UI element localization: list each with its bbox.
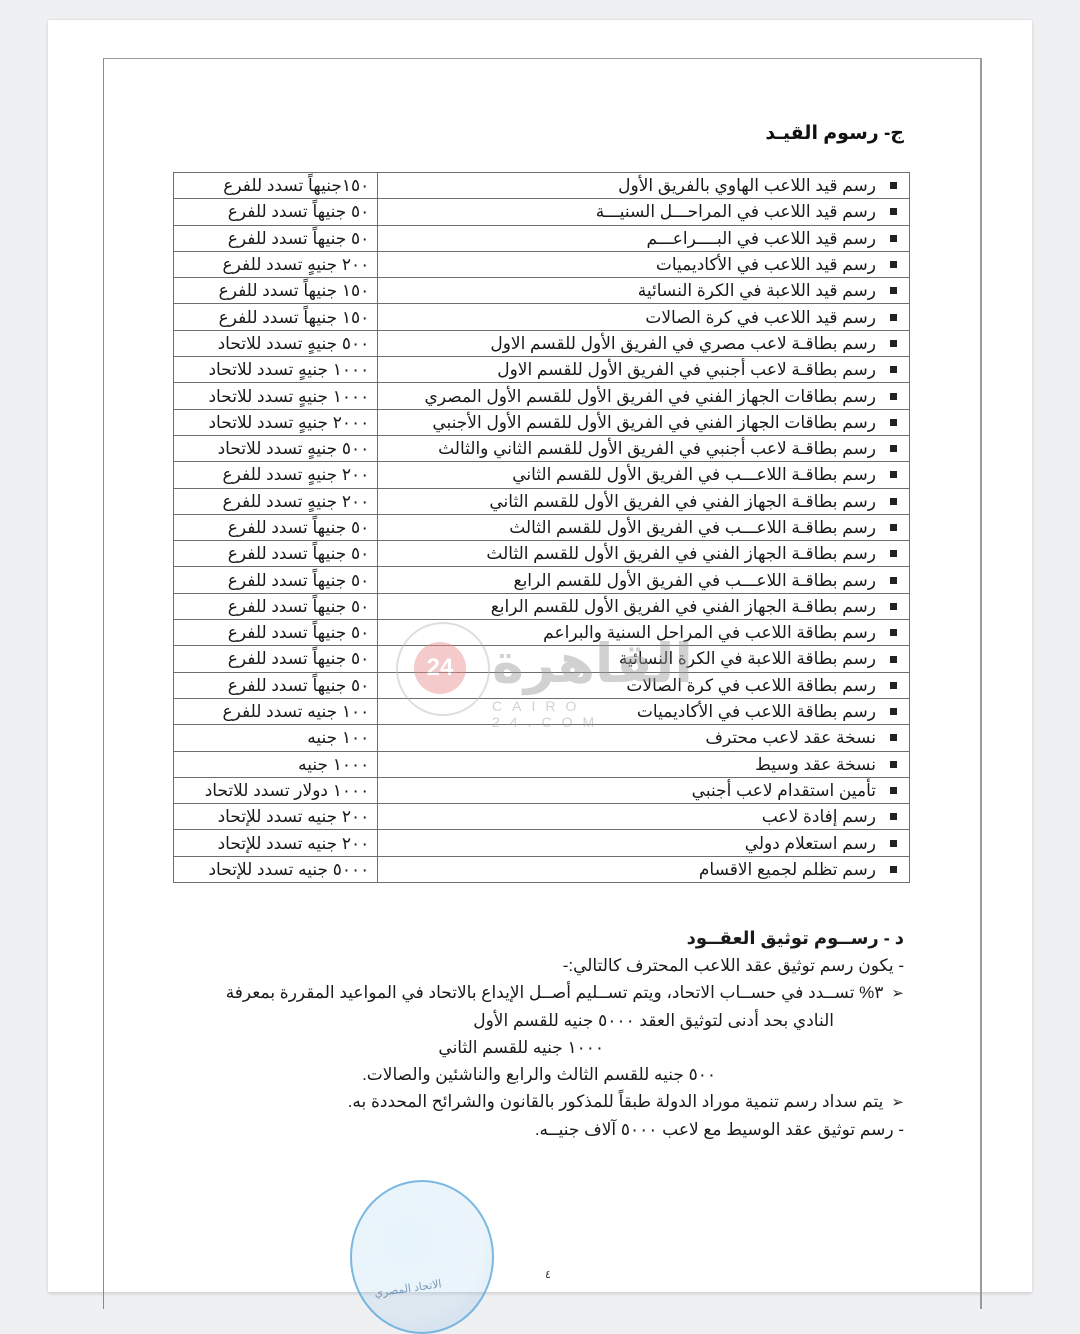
table-row [174, 725, 910, 751]
page-number: ٤ [545, 1269, 551, 1281]
table-row [174, 567, 910, 593]
square-bullet-icon [890, 866, 897, 873]
fee-amount-cell: ١٠٠٠ جنيه [174, 751, 378, 777]
fee-item-label: نسخة عقد لاعب محترف [705, 728, 876, 748]
stamp-text: الاتحاد المصري [373, 1278, 443, 1300]
square-bullet-icon [890, 787, 897, 794]
fee-amount-cell: ٥٠٠ جنيهٍ تسدد للاتحاد [174, 435, 378, 461]
fee-item-cell [378, 804, 910, 830]
fee-item-label: تأمين استقدام لاعب أجنبي [691, 780, 876, 800]
fee-item-cell [378, 777, 910, 803]
fee-item-label: رسم بطاقـة الجهاز الفني في الفريق الأول للقسم الثاني [489, 491, 876, 511]
table-row [174, 672, 910, 698]
fee-item-cell [378, 304, 910, 330]
square-bullet-icon [890, 287, 897, 294]
fee-amount-cell: ١٥٠جنيهاً تسدد للفرع [174, 173, 378, 199]
fee-item-label: رسم استعلام دولي [744, 833, 876, 853]
square-bullet-icon [890, 656, 897, 663]
fee-item-cell [378, 593, 910, 619]
fee-item-label: رسم بطاقة اللاعب في كرة الصالات [626, 675, 876, 695]
fee-item-label: رسم قيد اللاعب في البــــراعـــم [646, 228, 876, 248]
square-bullet-icon [890, 708, 897, 715]
square-bullet-icon [890, 261, 897, 268]
square-bullet-icon [890, 577, 897, 584]
fee-item-label: رسم بطاقـة لاعب مصري في الفريق الأول للقسم الاول [490, 333, 876, 353]
table-row [174, 225, 910, 251]
fee-item-label: رسم قيد اللاعبة في الكرة النسائية [637, 281, 876, 301]
square-bullet-icon [890, 314, 897, 321]
section-d-title: د - رســوم توثيق العقــود [686, 928, 904, 948]
fee-item-label: رسم بطاقات الجهاز الفني في الفريق الأول للقسم الأول الأجنبي [432, 412, 876, 432]
square-bullet-icon [890, 340, 897, 347]
fee-amount-cell: ٢٠٠ جنيهٍ تسدد للفرع [174, 488, 378, 514]
square-bullet-icon [890, 682, 897, 689]
table-row [174, 278, 910, 304]
fee-item-cell [378, 646, 910, 672]
document-page [48, 20, 1032, 1300]
fee-item-label: رسم بطاقـة لاعب أجنبي في الفريق الأول للقسم الثاني والثالث [438, 439, 876, 459]
registration-fees-table [173, 172, 910, 883]
watermark-badge: 24 [414, 642, 466, 694]
fee-item-cell [378, 330, 910, 356]
square-bullet-icon [890, 813, 897, 820]
fee-item-cell [378, 725, 910, 751]
fee-amount-cell: ٥٠٠٠ جنيه تسدد للإتحاد [174, 856, 378, 882]
bullet-state-resources [134, 1088, 904, 1116]
fee-item-label: رسم بطاقـة الجهاز الفني في الفريق الأول للقسم الرابع [490, 596, 876, 616]
bullet-percentage-text: ٣% تســدد في حســاب الاتحاد، ويتم تســليم أصــل الإيداع بالاتحاد في المواعيد المقررة بمعرفة [225, 983, 884, 1002]
section-d-contract-fees [134, 925, 904, 1143]
fee-item-label: رسم بطاقـة لاعب أجنبي في الفريق الأول للقسم الاول [497, 360, 876, 380]
fee-item-cell [378, 462, 910, 488]
table-row [174, 830, 910, 856]
fee-item-cell [378, 672, 910, 698]
fee-item-label: رسم بطاقـة اللاعـــب في الفريق الأول للقسم الثاني [512, 465, 876, 485]
square-bullet-icon [890, 840, 897, 847]
table-row [174, 173, 910, 199]
fee-item-label: رسم بطاقات الجهاز الفني في الفريق الأول للقسم الأول المصري [424, 386, 876, 406]
square-bullet-icon [890, 603, 897, 610]
fee-amount-cell: ٥٠ جنيهاً تسدد للفرع [174, 646, 378, 672]
minimum-fee-second-division: ١٠٠٠ جنيه للقسم الثاني [438, 1038, 604, 1057]
fee-amount-cell: ٢٠٠ جنيهٍ تسدد للفرع [174, 251, 378, 277]
fee-item-cell [378, 751, 910, 777]
fee-item-label: رسم بطاقة اللاعب في الأكاديميات [636, 702, 876, 722]
fee-amount-cell: ٥٠ جنيهاً تسدد للفرع [174, 620, 378, 646]
fee-amount-cell: ٥٠٠ جنيهٍ تسدد للاتحاد [174, 330, 378, 356]
fee-item-label: رسم تظلم لجميع الاقسام [698, 859, 876, 879]
section-c-title: ج- رسوم القيـد [765, 123, 904, 144]
fee-amount-cell: ١٠٠٠ دولار تسدد للاتحاد [174, 777, 378, 803]
square-bullet-icon [890, 393, 897, 400]
square-bullet-icon [890, 550, 897, 557]
fee-item-cell [378, 199, 910, 225]
fee-item-cell [378, 383, 910, 409]
table-row [174, 856, 910, 882]
table-row [174, 357, 910, 383]
table-row [174, 409, 910, 435]
table-row [174, 777, 910, 803]
square-bullet-icon [890, 498, 897, 505]
table-row [174, 304, 910, 330]
fee-amount-cell: ٢٠٠٠ جنيهٍ تسدد للاتحاد [174, 409, 378, 435]
fee-item-label: رسم إفادة لاعب [761, 807, 876, 827]
table-row [174, 751, 910, 777]
square-bullet-icon [890, 208, 897, 215]
fee-item-label: رسم قيد اللاعب الهاوي بالفريق الأول [618, 176, 876, 196]
fee-item-cell [378, 830, 910, 856]
square-bullet-icon [890, 761, 897, 768]
fee-amount-cell: ٥٠ جنيهاً تسدد للفرع [174, 199, 378, 225]
table-row [174, 804, 910, 830]
official-stamp [350, 1180, 494, 1334]
fee-amount-cell: ٢٠٠ جنيه تسدد للإتحاد [174, 804, 378, 830]
section-d-intro: - يكون رسم توثيق عقد اللاعب المحترف كالتالي:- [562, 956, 904, 975]
fee-item-cell [378, 488, 910, 514]
fee-item-cell [378, 225, 910, 251]
agent-contract-fee: - رسم توثيق عقد الوسيط مع لاعب ٥٠٠٠ آلاف جنيــه. [534, 1120, 904, 1139]
fee-amount-cell: ٢٠٠ جنيه تسدد للإتحاد [174, 830, 378, 856]
fee-amount-cell: ١٥٠ جنيهاً تسدد للفرع [174, 278, 378, 304]
arrow-bullet-icon: ➢ [891, 985, 904, 1002]
fee-amount-cell: ٥٠ جنيهاً تسدد للفرع [174, 225, 378, 251]
fee-item-label: رسم بطاقـة الجهاز الفني في الفريق الأول للقسم الثالث [486, 544, 876, 564]
fee-item-cell [378, 698, 910, 724]
fee-amount-cell: ٢٠٠ جنيهٍ تسدد للفرع [174, 462, 378, 488]
fee-amount-cell: ١٠٠٠ جنيهٍ تسدد للاتحاد [174, 357, 378, 383]
fee-amount-cell: ١٥٠ جنيهاً تسدد للفرع [174, 304, 378, 330]
fee-amount-cell: ١٠٠ جنيه تسدد للفرع [174, 698, 378, 724]
table-row [174, 541, 910, 567]
bullet-state-resources-text: يتم سداد رسم تنمية موراد الدولة طبقاً للمذكور بالقانون والشرائح المحددة به. [347, 1092, 884, 1111]
minimum-fee-other-divisions: ٥٠٠ جنيه للقسم الثالث والرابع والناشئين والصالات. [362, 1065, 716, 1084]
arrow-bullet-icon: ➢ [891, 1094, 904, 1111]
square-bullet-icon [890, 629, 897, 636]
fee-item-cell [378, 251, 910, 277]
fee-item-cell [378, 173, 910, 199]
fee-item-label: رسم قيد اللاعب في كرة الصالات [645, 307, 876, 327]
fee-item-label: رسم قيد اللاعب في الأكاديميات [655, 255, 876, 275]
table-row [174, 251, 910, 277]
fee-item-cell [378, 567, 910, 593]
watermark-subtext: CAIRO 24.COM [492, 698, 605, 730]
fee-item-label: نسخة عقد وسيط [755, 754, 876, 774]
square-bullet-icon [890, 366, 897, 373]
table-row [174, 435, 910, 461]
fee-item-cell [378, 278, 910, 304]
table-row [174, 593, 910, 619]
fee-item-cell [378, 435, 910, 461]
watermark-text: القاهرة [492, 634, 693, 694]
table-row [174, 488, 910, 514]
fee-amount-cell: ٥٠ جنيهاً تسدد للفرع [174, 567, 378, 593]
fee-item-cell [378, 620, 910, 646]
fee-item-cell [378, 357, 910, 383]
bullet-percentage [134, 979, 904, 1007]
fee-item-cell [378, 541, 910, 567]
square-bullet-icon [890, 734, 897, 741]
fee-item-label: رسم قيد اللاعب في المراحـــل السنيـــة [595, 202, 876, 222]
fee-item-label: رسم بطاقة اللاعبة في الكرة النسائية [618, 649, 876, 669]
table-row [174, 199, 910, 225]
table-row [174, 698, 910, 724]
fee-item-cell [378, 856, 910, 882]
square-bullet-icon [890, 182, 897, 189]
fee-amount-cell: ٥٠ جنيهاً تسدد للفرع [174, 672, 378, 698]
minimum-fee-first-division: النادي بحد أدنى لتوثيق العقد ٥٠٠٠ جنيه للقسم الأول [473, 1011, 834, 1030]
fee-amount-cell: ٥٠ جنيهاً تسدد للفرع [174, 514, 378, 540]
fee-item-label: رسم بطاقة اللاعب في المراحل السنية والبراعم [543, 623, 876, 643]
fee-amount-cell: ٥٠ جنيهاً تسدد للفرع [174, 541, 378, 567]
fee-item-label: رسم بطاقـة اللاعـــب في الفريق الأول للقسم الرابع [513, 570, 876, 590]
square-bullet-icon [890, 235, 897, 242]
table-row [174, 330, 910, 356]
fee-item-cell [378, 514, 910, 540]
fee-amount-cell: ١٠٠٠ جنيهٍ تسدد للاتحاد [174, 383, 378, 409]
table-row [174, 383, 910, 409]
table-row [174, 514, 910, 540]
square-bullet-icon [890, 445, 897, 452]
table-row [174, 462, 910, 488]
square-bullet-icon [890, 471, 897, 478]
fee-amount-cell: ٥٠ جنيهاً تسدد للفرع [174, 593, 378, 619]
fee-amount-cell: ١٠٠ جنيه [174, 725, 378, 751]
fee-item-cell [378, 409, 910, 435]
table-row [174, 646, 910, 672]
square-bullet-icon [890, 524, 897, 531]
square-bullet-icon [890, 419, 897, 426]
fee-item-label: رسم بطاقـة اللاعـــب في الفريق الأول للقسم الثالث [509, 518, 876, 537]
table-row [174, 620, 910, 646]
